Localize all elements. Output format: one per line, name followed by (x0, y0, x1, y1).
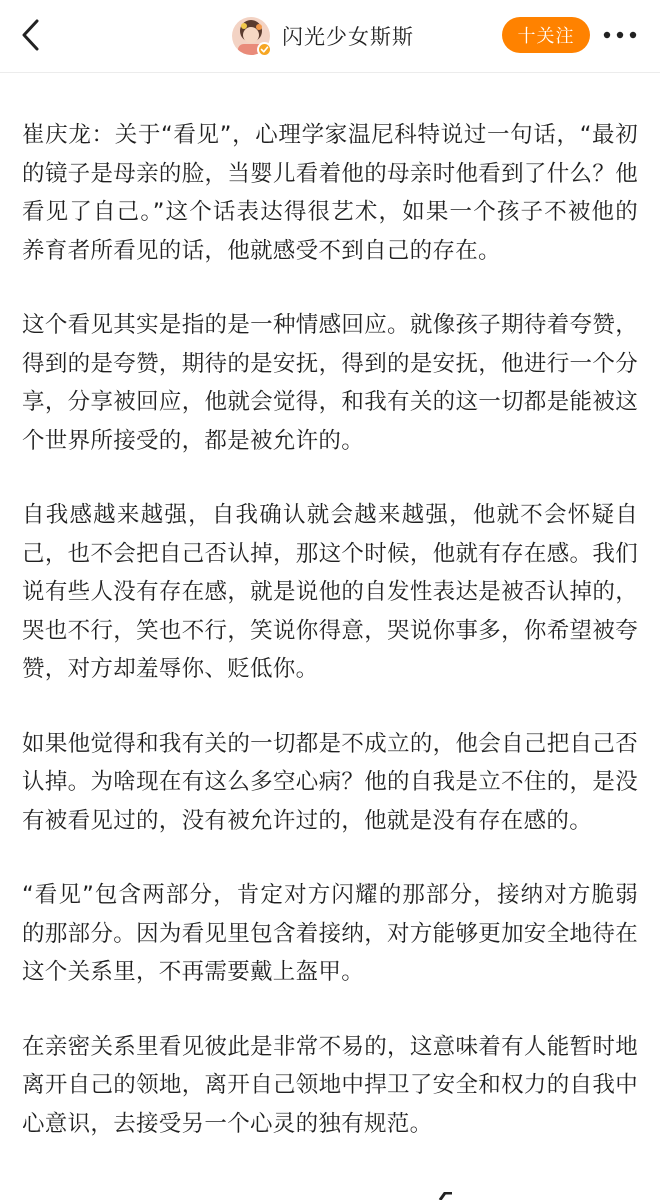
top-navigation-bar (0, 0, 660, 73)
article-paragraph: 自我感越来越强，自我确认就会越来越强，他就不会怀疑自己，也不会把自己否认掉，那这个时候，他就有存在感。我们说有些人没有存在感，就是说他的自发性表达是被否认掉的，哭也不行，笑也不行，笑说你得意，哭说你事多，你希望被夸赞，对方却羞辱你、贬低你。 (22, 502, 638, 682)
article-paragraph: 这个看见其实是指的是一种情感回应。就像孩子期待着夸赞，得到的是夸赞，期待的是安抚，得到的是安抚，他进行一个分享，分享被回应，他就会觉得，和我有关的这一切都是能被这个世界所接受的，都是被允许的。 (22, 312, 638, 454)
follow-button[interactable]: 十关注 (502, 17, 590, 53)
article-paragraph: 崔庆龙：关于“看见”，心理学家温尼科特说过一句话，“最初的镜子是母亲的脸，当婴儿看着他的母亲时他看到了什么？他看见了自己。”这个话表达得很艺术，如果一个孩子不被他的养育者所看见的话，他就感受不到自己的存在。 (22, 122, 638, 264)
chevron-left-icon (20, 18, 42, 52)
more-options-button[interactable] (600, 20, 640, 50)
back-button[interactable] (14, 18, 48, 52)
author-name[interactable]: 闪光少女斯斯 (282, 25, 414, 49)
article-body (0, 73, 660, 1143)
cut-off-character-fragment (436, 1192, 454, 1200)
more-horizontal-icon (603, 31, 637, 39)
verified-badge-icon (257, 42, 272, 57)
article-paragraph: “看见”包含两部分，肯定对方闪耀的那部分，接纳对方脆弱的那部分。因为看见里包含着接纳，对方能够更加安全地待在这个关系里，不再需要戴上盔甲。 (22, 882, 638, 985)
article-paragraph: 如果他觉得和我有关的一切都是不成立的，他会自己把自己否认掉。为啥现在有这么多空心病？他的自我是立不住的，是没有被看见过的，没有被允许过的，他就是没有存在感的。 (22, 730, 638, 834)
author-info[interactable] (232, 16, 414, 56)
author-avatar-container[interactable] (232, 17, 270, 55)
article-paragraph: 在亲密关系里看见彼此是非常不易的，这意味着有人能暂时地离开自己的领地，离开自己领地中捍卫了安全和权力的自我中心意识，去接受另一个心灵的独有规范。 (22, 1033, 638, 1137)
